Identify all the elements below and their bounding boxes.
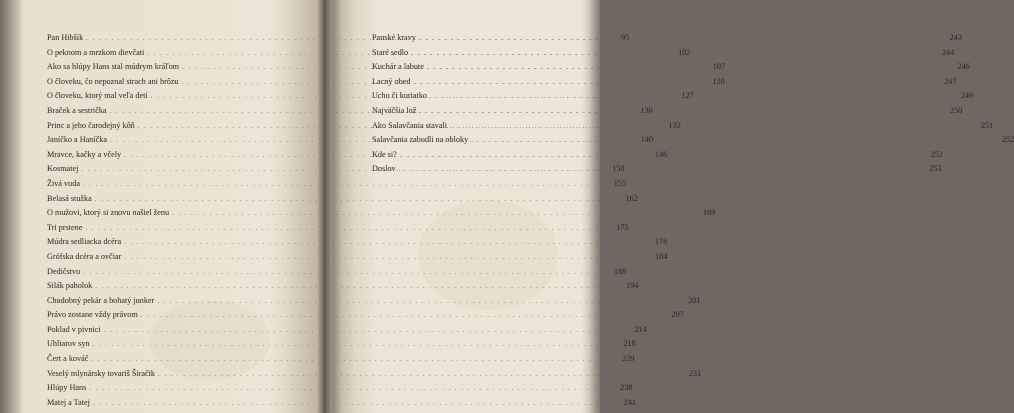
toc-entry-title: Mravce, kačky a včely xyxy=(47,149,122,159)
toc-entry-page-number: 207 xyxy=(671,310,684,320)
toc-entry-page-number: 250 xyxy=(950,105,963,115)
toc-entry-page-number: 194 xyxy=(626,281,639,291)
toc-entry-title: Kde si? xyxy=(372,149,397,159)
toc-entry-title: Princ a jeho čarodejný kôň xyxy=(47,120,135,130)
toc-entry xyxy=(47,323,647,338)
toc-entry xyxy=(47,192,638,207)
toc-entry-title: Ucho či kuriatko xyxy=(372,91,428,101)
toc-entry-page-number: 120 xyxy=(712,76,725,86)
toc-entry-page-number: 252 xyxy=(930,149,943,159)
toc-entry xyxy=(47,206,716,221)
toc-entry-page-number: 218 xyxy=(623,339,636,349)
toc-entry-title: Janíčko a Haníčka xyxy=(47,135,108,145)
toc-entry-title: Živá voda xyxy=(47,178,80,188)
toc-entry-page-number: 169 xyxy=(702,208,716,218)
toc-entry-title: O mužovi, ktorý si znovu našiel ženu xyxy=(47,208,170,218)
dot-leader xyxy=(419,31,945,46)
toc-entry-page-number: 201 xyxy=(688,295,701,305)
toc-entry xyxy=(47,396,636,411)
toc-entry-page-number: 252 xyxy=(1001,135,1014,145)
toc-entry-title: Staré sedlo xyxy=(372,47,409,57)
toc-entry-title: Belasá stužka xyxy=(47,193,92,203)
toc-entry-title: Uhliarov syn xyxy=(47,339,90,349)
toc-entry xyxy=(47,367,702,382)
toc-entry-page-number: 162 xyxy=(625,193,638,203)
toc-entry xyxy=(47,352,635,367)
toc-entry xyxy=(47,294,701,309)
toc-entry xyxy=(47,265,627,280)
toc-entry xyxy=(47,221,629,236)
toc-entry-page-number: 127 xyxy=(681,91,694,101)
toc-entry-page-number: 214 xyxy=(634,324,647,334)
toc-entry xyxy=(47,381,633,396)
toc-entry xyxy=(47,337,636,352)
toc-entry-title: Veselý mlynársky tovariš Širačik xyxy=(47,368,156,378)
dot-leader xyxy=(471,133,997,148)
toc-entry-page-number: 107 xyxy=(712,62,726,72)
toc-entry-title: Matej a Tatej xyxy=(47,397,90,407)
toc-entry-page-number: 95 xyxy=(621,33,630,42)
toc-entry-page-number: 140 xyxy=(640,135,654,145)
toc-entry-title: O človeku, ktorý mal veľa detí xyxy=(47,91,148,101)
toc-entry xyxy=(47,308,684,323)
toc-entry-page-number: 130 xyxy=(640,105,653,115)
toc-entry-page-number: 231 xyxy=(688,368,702,378)
toc-entry-page-number: 188 xyxy=(613,266,627,276)
toc-entry-page-number: 251 xyxy=(980,120,994,130)
toc-entry-page-number: 146 xyxy=(654,149,668,159)
toc-entry-page-number: 253 xyxy=(929,164,942,174)
toc-entry-title: Poklad v pivnici xyxy=(47,324,101,334)
toc-entry-title: Silák paholok xyxy=(47,281,93,291)
dot-leader xyxy=(413,75,939,90)
toc-entry-page-number: 175 xyxy=(616,222,629,232)
toc-entry-title: Doslov xyxy=(372,164,396,174)
toc-entry xyxy=(47,177,627,192)
dot-leader xyxy=(419,104,945,119)
toc-entry-page-number: 229 xyxy=(622,354,635,364)
toc-entry-title: Chudobný pekár a bohatý junker xyxy=(47,295,155,305)
toc-entry-page-number: 249 xyxy=(960,91,974,101)
toc-entry xyxy=(47,279,639,294)
toc-entry-title: Dedičstvo xyxy=(47,266,81,276)
toc-entry-title: Múdra sedliacka dcéra xyxy=(47,237,122,247)
toc-entry-page-number: 155 xyxy=(613,178,627,188)
toc-entry-title: Tri prstene xyxy=(47,222,83,232)
dot-leader xyxy=(427,60,953,75)
toc-entry-page-number: 241 xyxy=(623,397,636,407)
toc-entry-title: Salavčania zabudli na obloky xyxy=(372,135,469,145)
toc-entry-page-number: 178 xyxy=(654,237,668,247)
dot-leader xyxy=(430,89,956,104)
toc-entry-title: Braček a sestrička xyxy=(47,105,107,115)
toc-entry-title: Lacný obed xyxy=(372,76,411,86)
toc-entry-title: Právo zostane vždy právom xyxy=(47,310,138,320)
toc-entry-title: Hlúpy Hans xyxy=(47,383,87,393)
toc-entry-title: Kuchár a labute xyxy=(372,62,424,72)
toc-entry-title: Najväčšia lož xyxy=(372,105,417,115)
toc-entry-page-number: 132 xyxy=(668,120,681,130)
toc-entry xyxy=(47,235,668,250)
toc-entry-title: Panské kravy xyxy=(372,33,416,42)
toc-entry-title: Grófska dcéra a ovčiar xyxy=(47,251,122,261)
toc-entry-page-number: 184 xyxy=(655,251,668,261)
toc-entry-page-number: 150 xyxy=(612,164,625,174)
paper-stain xyxy=(418,200,558,310)
toc-entry-title: Pan Hibšík xyxy=(47,33,84,42)
toc-entry-page-number: 246 xyxy=(957,62,970,72)
toc-entry-page-number: 243 xyxy=(949,33,962,42)
toc-entry-title: O peknom a mrzkom dievčati xyxy=(47,47,145,57)
dot-leader xyxy=(411,46,937,61)
toc-entry xyxy=(47,250,668,265)
toc-entry-title: Ako sa hlúpy Hans stal múdrym kráľom xyxy=(47,62,180,72)
toc-entry-title: O človeku, čo nepoznal strach ani hrôzu xyxy=(47,76,179,86)
toc-entry-page-number: 247 xyxy=(944,76,957,86)
toc-entry-page-number: 238 xyxy=(620,383,633,393)
dot-leader xyxy=(450,119,976,134)
toc-entry-page-number: 244 xyxy=(941,47,955,57)
toc-entry-page-number: 102 xyxy=(678,47,691,57)
toc-entry-title: Čert a kováč xyxy=(47,354,89,364)
dot-leader xyxy=(399,162,925,177)
toc-entry-title: Kosmatej xyxy=(47,164,79,174)
dot-leader xyxy=(400,148,926,163)
toc-entry-title: Ako Salavčania stavali xyxy=(372,120,448,130)
